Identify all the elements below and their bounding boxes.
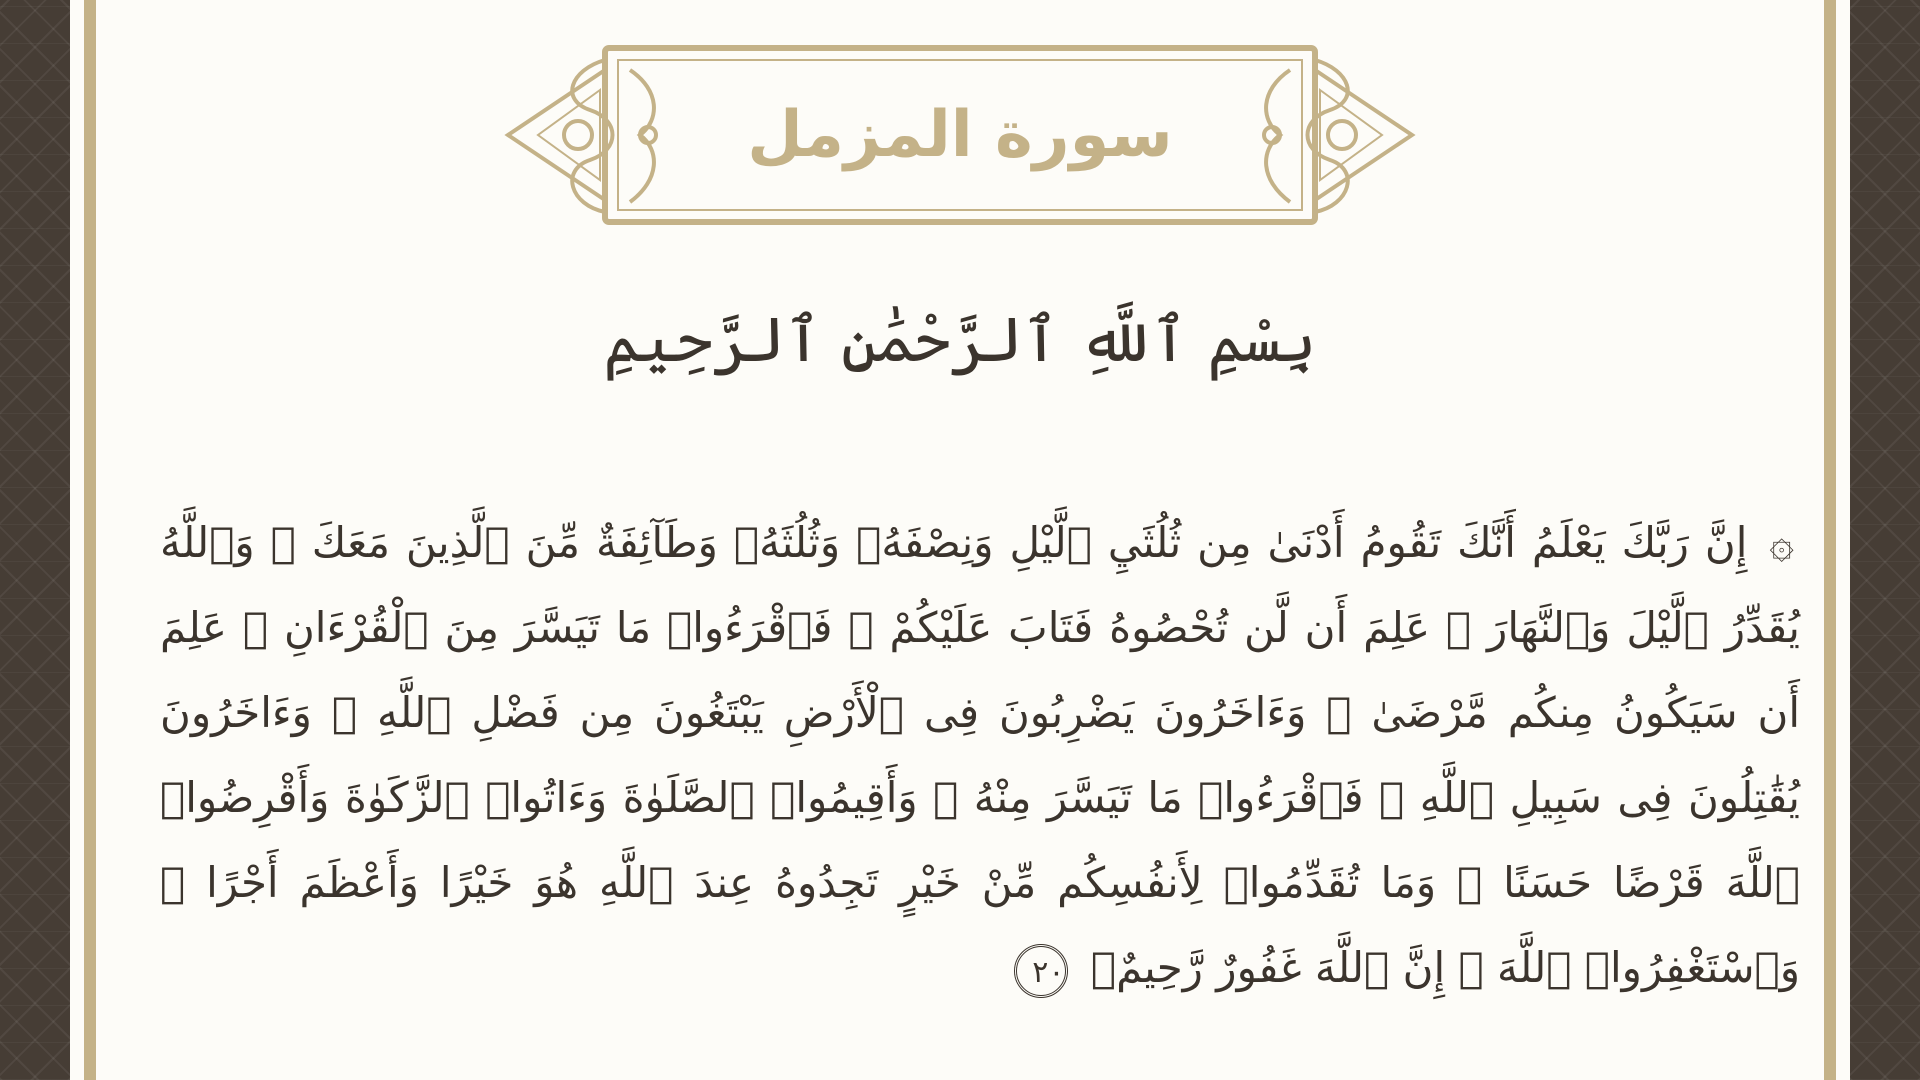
ayah-number-marker: ٢٠ [1014,944,1068,998]
surah-title-banner [500,40,1420,230]
verse-text: إِنَّ رَبَّكَ يَعْلَمُ أَنَّكَ تَقُومُ أَدْنَىٰ مِن ثُلُثَيِ ٱلَّيْلِ وَنِصْفَهُۥ وَثُلُثَهُۥ وَطَآئِفَةٌ مِّنَ ٱلَّذِينَ مَعَكَ ۚ وَٱللَّهُ يُقَدِّرُ ٱلَّيْلَ وَٱلنَّهَارَ ۚ عَلِمَ أَن لَّن تُحْصُوهُ فَتَابَ عَلَيْكُمْ ۖ فَٱقْرَءُوا۟ مَا تَيَسَّرَ مِنَ ٱلْقُرْءَانِ ۚ عَلِمَ أَن سَيَكُونُ مِنكُم مَّرْضَىٰ ۙ وَءَاخَرُونَ يَضْرِبُونَ فِى ٱلْأَرْضِ يَبْتَغُونَ مِن فَضْلِ ٱللَّهِ ۙ وَءَاخَرُونَ يُقَٰتِلُونَ فِى سَبِيلِ ٱللَّهِ ۖ فَٱقْرَءُوا۟ مَا تَيَسَّرَ مِنْهُ ۚ وَأَقِيمُوا۟ ٱلصَّلَوٰةَ وَءَاتُوا۟ ٱلزَّكَوٰةَ وَأَقْرِضُوا۟ ٱللَّهَ قَرْضًا حَسَنًا ۚ وَمَا تُقَدِّمُوا۟ لِأَنفُسِكُم مِّنْ خَيْرٍ تَجِدُوهُ عِندَ ٱللَّهِ هُوَ خَيْرًا وَأَعْظَمَ أَجْرًا ۚ وَٱسْتَغْفِرُوا۟ ٱللَّهَ ۖ إِنَّ ٱللَّهَ غَفُورٌ رَّحِيمٌۢ [160,518,1800,992]
right-gold-rule [1824,0,1836,1080]
basmala: بِسْمِ ٱللَّهِ ٱلرَّحْمَٰنِ ٱلرَّحِيمِ [603,303,1317,376]
left-decorative-border [0,0,70,1080]
surah-title: سورة المزمل [747,98,1173,172]
verse-text-block [160,500,1800,1010]
right-decorative-border [1850,0,1920,1080]
rub-el-hizb-icon: ۞ [1769,518,1794,567]
left-gold-rule [84,0,96,1080]
